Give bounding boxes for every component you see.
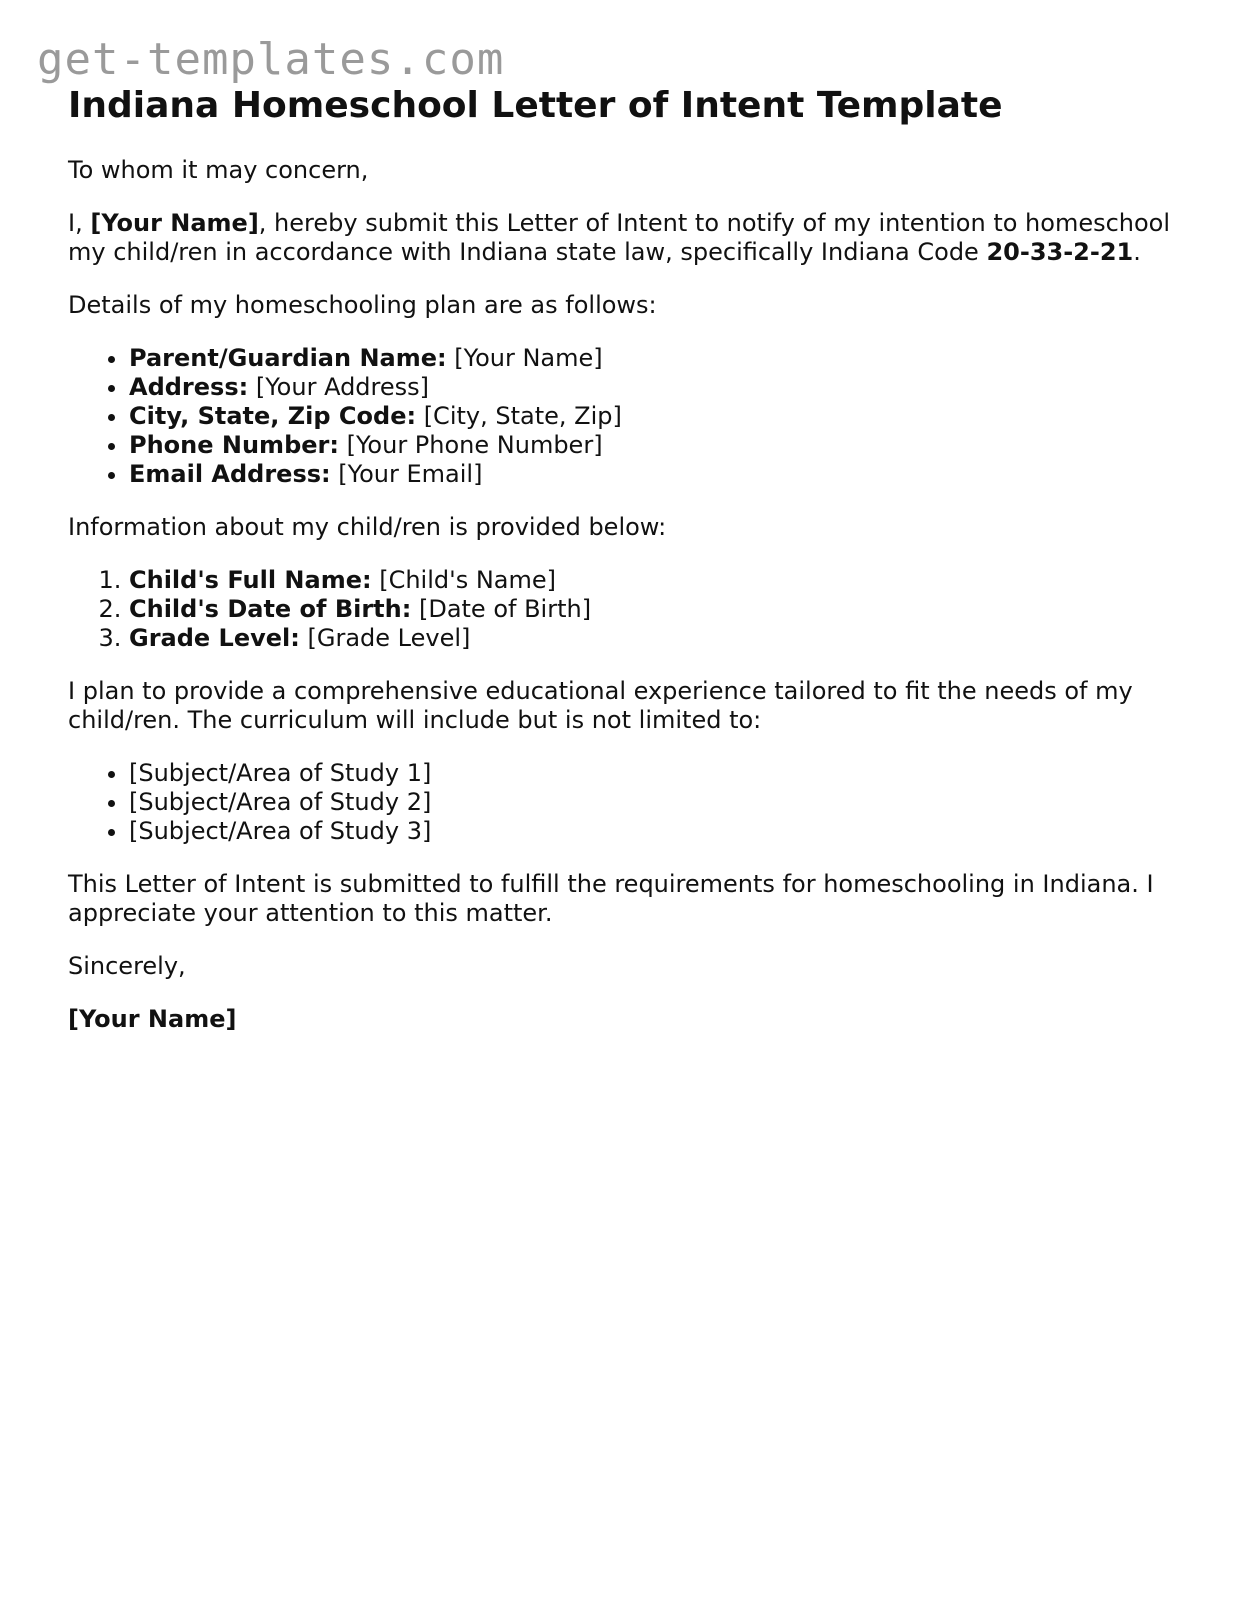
watermark: get-templates.com — [37, 34, 505, 85]
plan-item-label: Email Address: — [129, 460, 331, 488]
child-item-label: Child's Full Name: — [129, 566, 372, 594]
plan-item-label: Phone Number: — [129, 431, 339, 459]
plan-item-label: Parent/Guardian Name: — [129, 344, 447, 372]
plan-item-value: [Your Address] — [248, 373, 430, 401]
plan-item-value: [Your Email] — [330, 460, 483, 488]
plan-item-email — [129, 460, 1198, 489]
plan-item-address — [129, 373, 1198, 402]
plan-item-label: City, State, Zip Code: — [129, 402, 417, 430]
plan-intro: Details of my homeschooling plan are as follows: — [68, 291, 657, 319]
child-item-value: [Grade Level] — [299, 624, 471, 652]
closing-paragraph: This Letter of Intent is submitted to fulfill the requirements for homeschooling in Indiana. I appreciate your attention to this matter. — [68, 870, 1154, 927]
curriculum-item: • [Subject/Area of Study 3] — [129, 817, 1198, 846]
signature-name: [Your Name] — [68, 1005, 237, 1033]
curriculum-item: • [Subject/Area of Study 2] — [129, 788, 1198, 817]
curriculum-item: • [Subject/Area of Study 1] — [129, 759, 1198, 788]
child-list — [68, 566, 1198, 653]
plan-item-phone — [129, 431, 1198, 460]
plan-item-city-state-zip — [129, 402, 1198, 431]
intro-paragraph — [68, 209, 1198, 267]
intro-code: 20-33-2-21 — [986, 238, 1134, 266]
child-item-label: Child's Date of Birth: — [129, 595, 412, 623]
curriculum-intro: I plan to provide a comprehensive educational experience tailored to fit the needs of my child/ren. The curriculum will include but is not limited to: — [68, 677, 1133, 734]
sign-off: Sincerely, — [68, 952, 186, 980]
child-item-dob — [129, 595, 1198, 624]
child-item-value: [Child's Name] — [371, 566, 557, 594]
page-title: Indiana Homeschool Letter of Intent Template — [68, 85, 1003, 126]
child-item-name — [129, 566, 1198, 595]
plan-item-value: [Your Phone Number] — [338, 431, 603, 459]
child-item-label: Grade Level: — [129, 624, 300, 652]
curriculum-list — [68, 759, 1198, 846]
intro-prefix: I, — [68, 209, 91, 237]
child-item-value: [Date of Birth] — [411, 595, 592, 623]
plan-list — [68, 344, 1198, 489]
intro-middle: , hereby submit this Letter of Intent to notify of my intention to homeschool my child/ren in accordance with Indiana state law, specifically Indiana Code — [68, 209, 1171, 266]
plan-item-label: Address: — [129, 373, 249, 401]
salutation: To whom it may concern, — [68, 156, 369, 184]
plan-item-parent — [129, 344, 1198, 373]
plan-item-value: [Your Name] — [446, 344, 603, 372]
child-intro: Information about my child/ren is provided below: — [68, 513, 667, 541]
intro-suffix: . — [1133, 238, 1141, 266]
intro-name-placeholder: [Your Name] — [90, 209, 259, 237]
signature-placeholder — [68, 1005, 1198, 1034]
letter-document — [68, 84, 1198, 1058]
child-item-grade — [129, 624, 1198, 653]
plan-item-value: [City, State, Zip] — [416, 402, 622, 430]
